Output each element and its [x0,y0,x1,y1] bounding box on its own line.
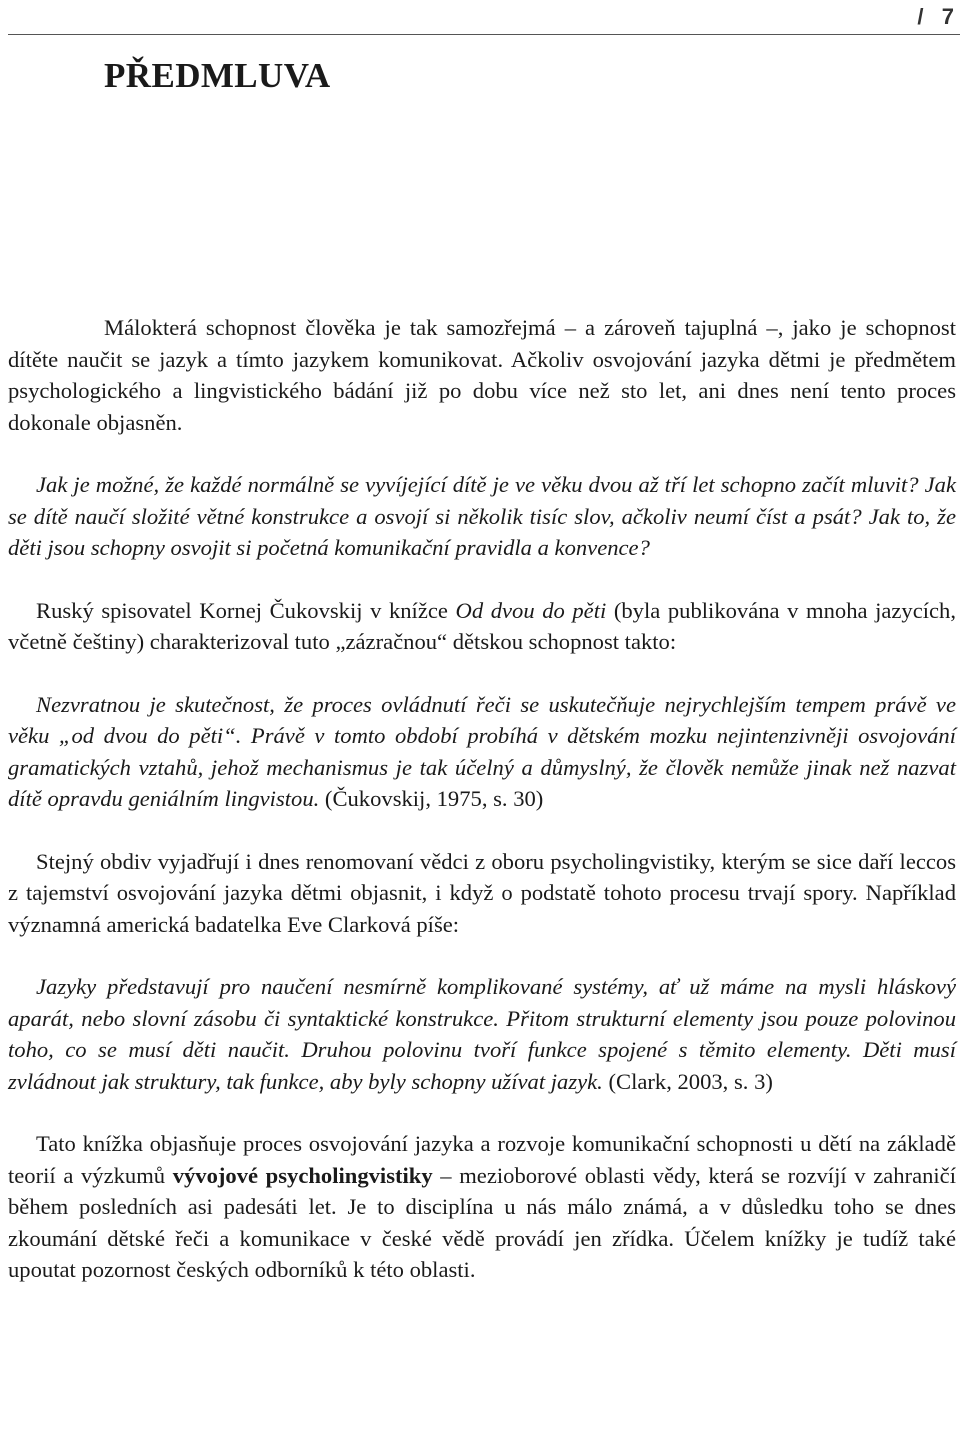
paragraph-book-purpose [8,1128,956,1286]
header-rule [8,34,960,35]
questions-italic: Jak je možné, že každé normálně se vyvíjející dítě je ve věku dvou až tří let schopno začít mluvit? Jak se dítě naučí složité větné konstrukce a osvojí si několik tisíc slov, ačkoliv neumí číst a psát? Jak to, že děti jsou schopny osvojit si početná komunikační pravidla a konvence? [8,472,956,560]
paragraph-book-purpose-text-b: – mezioborové oblasti vědy, která se rozvíjí v zahraničí během posledních asi padesáti let. Je to disciplína u nás málo známá, a v důsledku toho se dnes zkoumání dětské řeči a komunikace v české vědě provádí jen zřídka. Účelem knížky je tudíž také upoutat pozornost českých odborníků k této oblasti. [8,1162,956,1282]
paragraph-intro: Málokterá schopnost člověka je tak samozřejmá – a zároveň tajuplná –, jako je schopnost dítěte naučit se jazyk a tímto jazykem komunikovat. Ačkoliv osvojování jazyka dětmi je předmětem psychologického a lingvistického bádání již po dobu více než sto let, ani dnes není tento proces dokonale objasněn. [8,315,956,435]
key-term: vývojové psycholingvistiky [172,1162,433,1188]
paragraph-clark-intro: Stejný obdiv vyjadřují i dnes renomovaní vědci z oboru psycholingvistiky, kterým se sice daří leccos z tajemství osvojování jazyka dětmi objasnit, i když o podstatě tohoto procesu trvají spory. Například významná americká badatelka Eve Clarková píše: [8,848,956,937]
quote-cukovskij-text: Nezvratnou je skutečnost, že proces ovládnutí řeči se uskutečňuje nejrychlejším tempem právě ve věku „od dvou do pěti“. Právě v tomto období probíhá v dětském mozku nejintenzivněji osvojování gramatických vztahů, jehož mechanismus je tak účelný a důmyslný, že člověk nemůže jinak než nazvat dítě opravdu geniálním lingvistou. [8,691,956,811]
book-title: Od dvou do pěti [455,597,607,623]
chapter-title: PŘEDMLUVA [104,56,331,95]
quote-clark [8,971,956,1097]
paragraph-cukovskij-text-b: (byla publikována v mnoha jazycích, včetně češtiny) charakterizoval tuto „zázračnou“ dětskou schopnost takto: [8,597,957,654]
page-number: / 7 [917,4,954,29]
quote-cukovskij-citation: (Čukovskij, 1975, s. 30) [319,786,544,811]
quote-clark-text: Jazyky představují pro naučení nesmírně komplikované systémy, ať už máme na mysli hláskový aparát, nebo slovní zásobu či syntaktické konstrukce. Přitom strukturní elementy jsou pouze polovinou toho, co se musí děti naučit. Druhou polovinu tvoří funkce spojené s těmito elementy. Děti musí zvládnout jak struktury, tak funkce, aby byly schopny užívat jazyk. [8,974,956,1094]
quote-clark-citation: (Clark, 2003, s. 3) [602,1068,773,1094]
quote-cukovskij [8,689,956,815]
body-text [8,312,956,1286]
paragraph-cukovskij-text-a: Ruský spisovatel Kornej Čukovskij v knížce [36,597,456,623]
paragraph-questions [8,469,956,564]
paragraph-cukovskij [8,595,956,658]
paragraph-book-purpose-text-a: Tato knížka objasňuje proces osvojování jazyka a rozvoje komunikační schopnosti u dětí na základě teorií a výzkumů [8,1131,956,1188]
